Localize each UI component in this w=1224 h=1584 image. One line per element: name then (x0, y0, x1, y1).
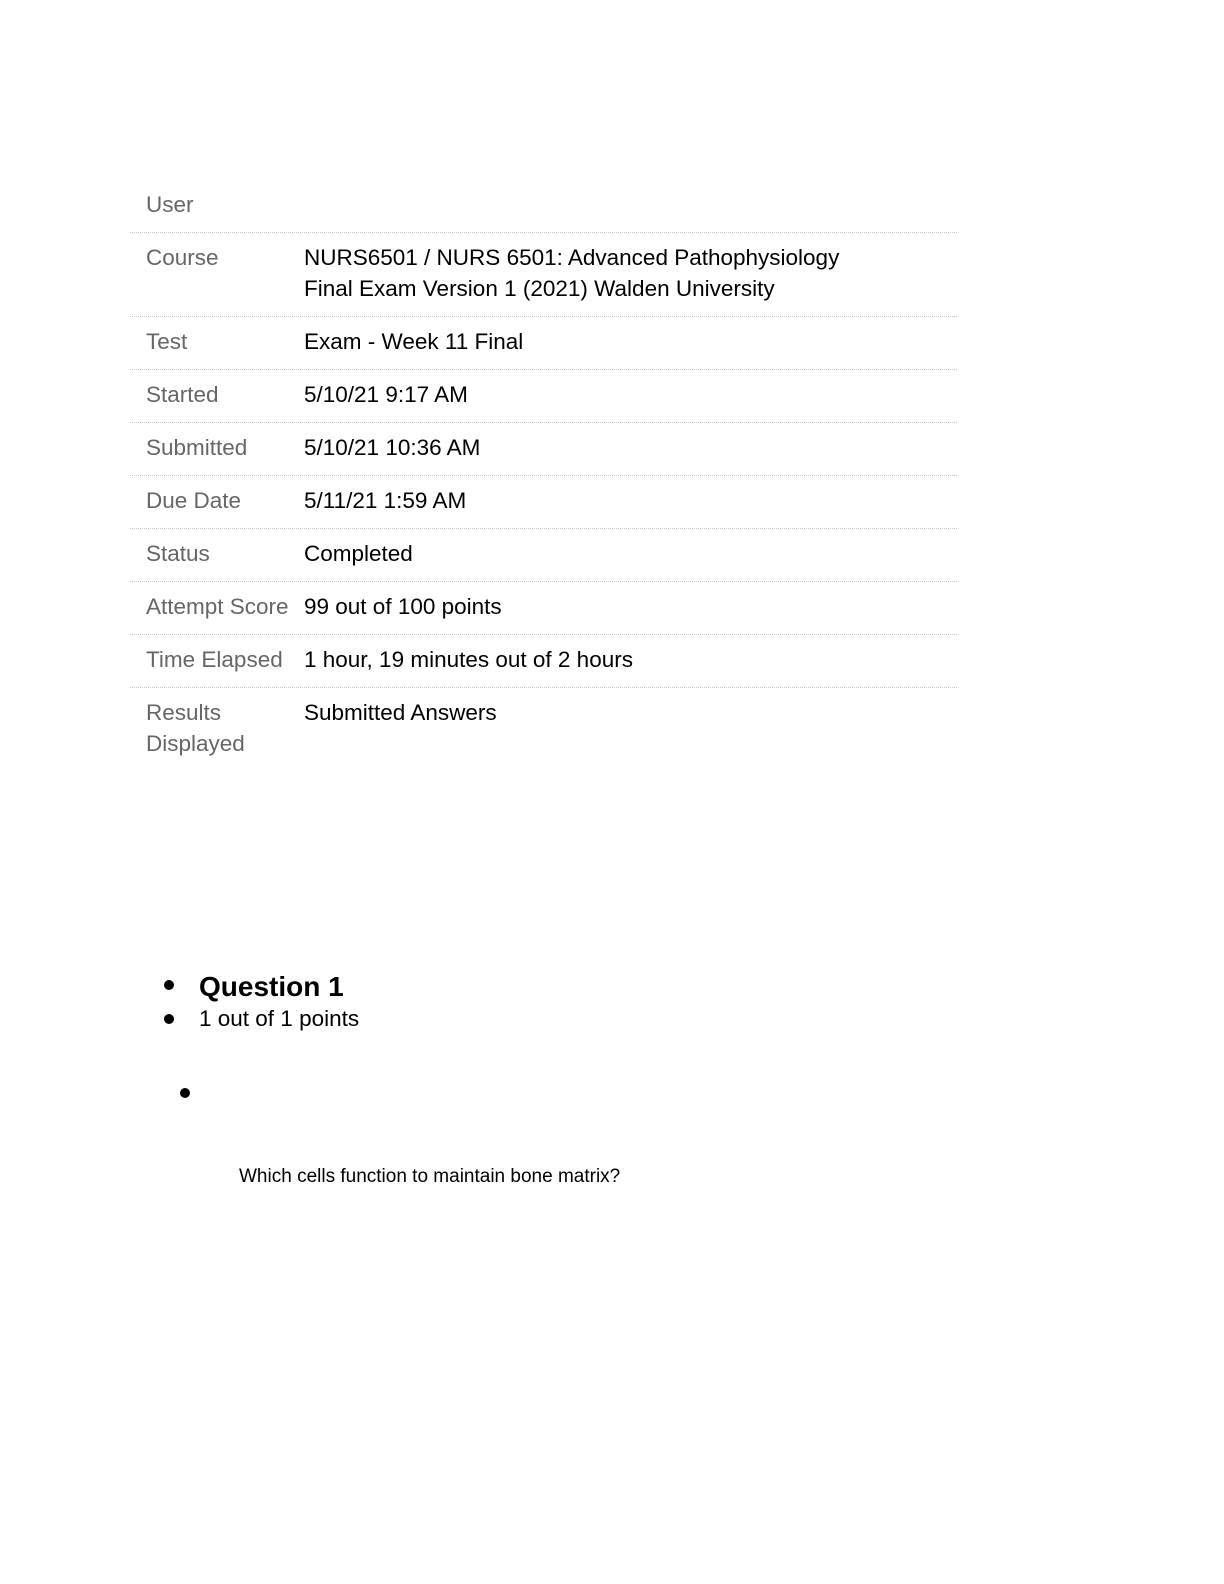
summary-row-test (130, 317, 957, 370)
summary-row-user (130, 180, 957, 233)
due-date-value: 5/11/21 1:59 AM (304, 488, 467, 513)
course-label: Course (146, 245, 219, 270)
test-label: Test (146, 329, 188, 354)
question-points-item (162, 1004, 862, 1034)
time-elapsed-value: 1 hour, 19 minutes out of 2 hours (304, 647, 633, 672)
test-value: Exam - Week 11 Final (304, 329, 524, 354)
summary-row-due-date (130, 476, 957, 529)
results-displayed-value: Submitted Answers (304, 700, 497, 725)
due-date-label: Due Date (146, 488, 242, 513)
submitted-label: Submitted (146, 435, 248, 460)
question-title: Question 1 (199, 971, 344, 1002)
question-text: Which cells function to maintain bone matrix? (239, 1166, 621, 1187)
started-value: 5/10/21 9:17 AM (304, 382, 468, 407)
bullet-icon (164, 1014, 174, 1024)
summary-row-status (130, 529, 957, 582)
bullet-icon (164, 980, 174, 990)
summary-row-results-displayed (130, 688, 957, 771)
question-points: 1 out of 1 points (199, 1006, 360, 1031)
user-value (304, 189, 957, 220)
question-list (162, 940, 862, 1034)
summary-row-submitted (130, 423, 957, 476)
bullet-icon (180, 1088, 190, 1098)
submitted-value: 5/10/21 10:36 AM (304, 435, 481, 460)
summary-row-attempt-score (130, 582, 957, 635)
summary-row-course (130, 233, 957, 317)
course-value: NURS6501 / NURS 6501: Advanced Pathophysiology Final Exam Version 1 (2021) Walden University (304, 245, 840, 301)
attempt-score-value: 99 out of 100 points (304, 594, 502, 619)
results-displayed-label: Results Displayed (146, 700, 245, 756)
summary-row-started (130, 370, 957, 423)
started-label: Started (146, 382, 219, 407)
attempt-score-label: Attempt Score (146, 594, 289, 619)
user-label: User (146, 192, 194, 217)
time-elapsed-label: Time Elapsed (146, 647, 283, 672)
summary-row-time-elapsed (130, 635, 957, 688)
attempt-summary-table (130, 180, 957, 771)
question-header-item (162, 970, 862, 1004)
status-label: Status (146, 541, 210, 566)
status-value: Completed (304, 541, 413, 566)
